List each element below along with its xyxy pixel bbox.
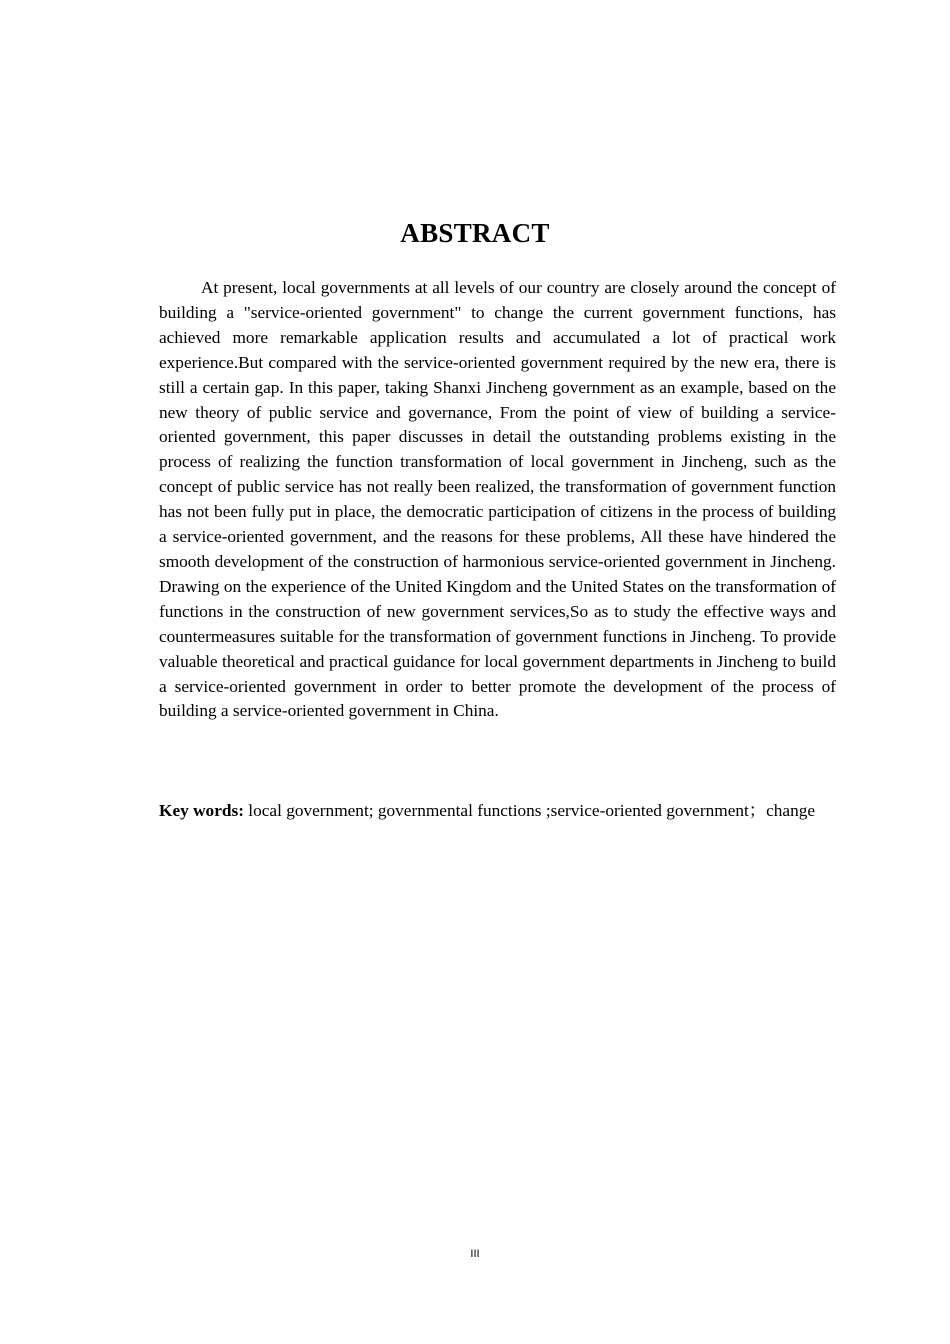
keywords-line	[159, 799, 836, 824]
abstract-paragraph: At present, local governments at all levels of our country are closely around the concept of building a "service-oriented government" to change the current government functions, has achieved more remarkable application results and accumulated a lot of practical work experience.But compared with the service-oriented government required by the new era, there is still a certain gap. In this paper, taking Shanxi Jincheng government as an example, based on the new theory of public service and governance, From the point of view of building a service-oriented government, this paper discusses in detail the outstanding problems existing in the process of realizing the function transformation of local government in Jincheng, such as the concept of public service has not really been realized, the transformation of government function has not been fully put in place, the democratic participation of citizens in the process of building a service-oriented government, and the reasons for these problems, All these have hindered the smooth development of the construction of harmonious service-oriented government in Jincheng. Drawing on the experience of the United Kingdom and the United States on the transformation of functions in the construction of new government services,So as to study the effective ways and countermeasures suitable for the transformation of government functions in Jincheng. To provide valuable theoretical and practical guidance for local government departments in Jincheng to build a service-oriented government in order to better promote the development of the process of building a service-oriented government in China.	[159, 278, 836, 721]
keywords-text: local government; governmental functions ;service-oriented government；change	[248, 801, 816, 820]
abstract-title: ABSTRACT	[400, 218, 550, 248]
keywords-label: Key words:	[159, 801, 244, 820]
page-number: III	[470, 1248, 480, 1260]
